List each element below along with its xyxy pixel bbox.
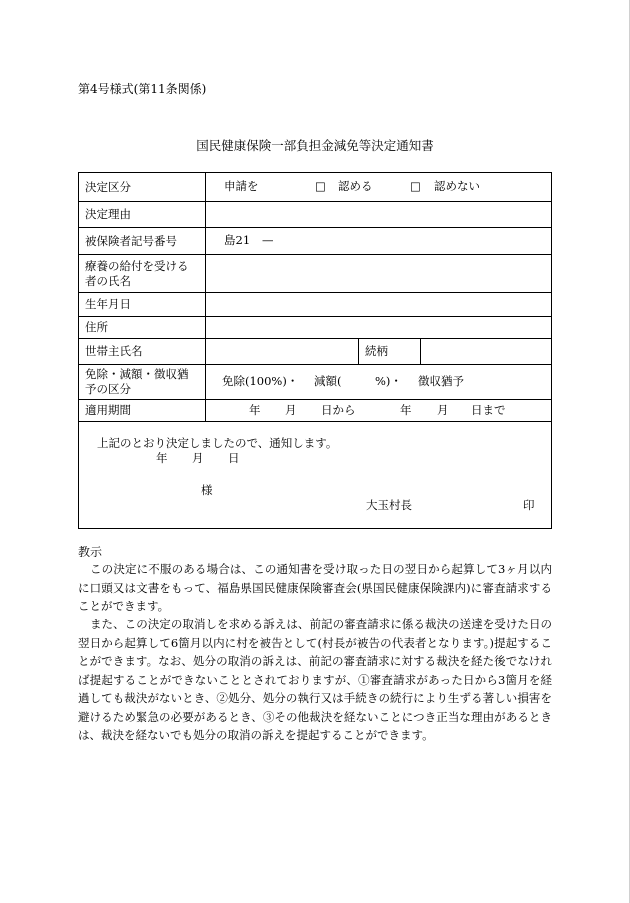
period-cell[interactable] xyxy=(206,400,552,422)
insured-number-label: 被保険者記号番号 xyxy=(79,228,206,255)
decision-form-table xyxy=(78,172,552,529)
household-head-label: 世帯主氏名 xyxy=(79,339,206,365)
addressee-suffix: 様 xyxy=(201,483,213,497)
row-household-head xyxy=(79,339,552,365)
instructions-paragraph-1: この決定に不服のある場合は、この通知書を受け取った日の翌日から起算して3ヶ月以内に口頭又は文書をもって、福島県国民健康保険審査会(県国民健康保険課内)に審査請求することができます。 xyxy=(78,562,552,613)
deferral-option[interactable]: 徴収猶予 xyxy=(418,374,464,388)
reject-checkbox[interactable]: □ xyxy=(410,179,421,193)
row-recipient-name xyxy=(79,255,552,293)
row-period xyxy=(79,400,552,422)
seal-mark: 印 xyxy=(523,498,535,512)
birthdate-label: 生年月日 xyxy=(79,293,206,317)
approve-label: 認める xyxy=(338,179,373,193)
reason-field[interactable] xyxy=(206,202,552,228)
reduction-option[interactable]: 減額( xyxy=(314,374,342,388)
document-title: 国民健康保険一部負担金減免等決定通知書 xyxy=(196,138,434,153)
row-birthdate xyxy=(79,293,552,317)
row-decision xyxy=(79,173,552,202)
address-field[interactable] xyxy=(206,317,552,339)
issuer-name: 大玉村長 xyxy=(366,498,412,512)
insured-number-prefix: 島21 xyxy=(224,233,251,247)
period-to-month: 月 xyxy=(437,403,449,417)
instructions-heading: 教示 xyxy=(78,545,103,559)
birthdate-field[interactable] xyxy=(206,293,552,317)
instructions-paragraph-2: また、この決定の取消しを求める訴えは、前記の審査請求に係る裁決の送達を受けた日の翌日から起算して6箇月以内に村を被告として(村長が被告の代表者となります。)提起することができます。なお、処分の取消の訴えは、前記の審査請求に対する裁決を経た後でなければ提起することができないこととされておりますが、①審査請求があった日から3箇月を経過しても裁決がないとき、②処分、処分の執行又は手続きの続行により生ずる著しい損害を避けるため緊急の必要があるとき、③その他裁決を経ないことにつき正当な理由があるときは、裁決を経ないでも処分の取消の訴えを提起することができます。 xyxy=(78,617,552,742)
relation-field[interactable] xyxy=(421,339,552,365)
period-from-year: 年 xyxy=(249,403,261,417)
address-label: 住所 xyxy=(79,317,206,339)
period-label: 適用期間 xyxy=(79,400,206,422)
notice-date-year: 年 xyxy=(156,451,168,465)
recipient-name-label: 療養の給付を受ける者の氏名 xyxy=(79,255,206,293)
notice-cell xyxy=(79,422,552,529)
row-address xyxy=(79,317,552,339)
exempt-option[interactable]: 免除(100%)・ xyxy=(222,374,299,388)
decision-label: 決定区分 xyxy=(79,173,206,202)
insured-number-field[interactable] xyxy=(206,228,552,255)
reject-label: 認めない xyxy=(434,179,480,193)
row-insured-number xyxy=(79,228,552,255)
row-notice xyxy=(79,422,552,529)
decision-cell xyxy=(206,173,552,202)
notice-date-month: 月 xyxy=(192,451,204,465)
row-category xyxy=(79,365,552,400)
category-cell xyxy=(206,365,552,400)
decision-prefix: 申請を xyxy=(224,179,259,193)
approve-checkbox[interactable]: □ xyxy=(315,179,326,193)
row-reason xyxy=(79,202,552,228)
form-number: 第4号様式(第11条関係) xyxy=(78,82,207,96)
relation-label: 続柄 xyxy=(359,339,421,365)
notice-date-day: 日 xyxy=(228,451,240,465)
reduction-percent-end: %)・ xyxy=(375,374,402,388)
reason-label: 決定理由 xyxy=(79,202,206,228)
period-from-month: 月 xyxy=(285,403,297,417)
insured-number-dash: — xyxy=(262,233,274,247)
period-to-year: 年 xyxy=(400,403,412,417)
category-label: 免除・減額・徴収猶予の区分 xyxy=(79,365,206,400)
household-head-field[interactable] xyxy=(206,339,359,365)
period-from-day: 日から xyxy=(321,403,356,417)
notice-message: 上記のとおり決定しましたので、通知します。 xyxy=(97,436,338,450)
period-to-day: 日まで xyxy=(471,403,506,417)
recipient-name-field[interactable] xyxy=(206,255,552,293)
